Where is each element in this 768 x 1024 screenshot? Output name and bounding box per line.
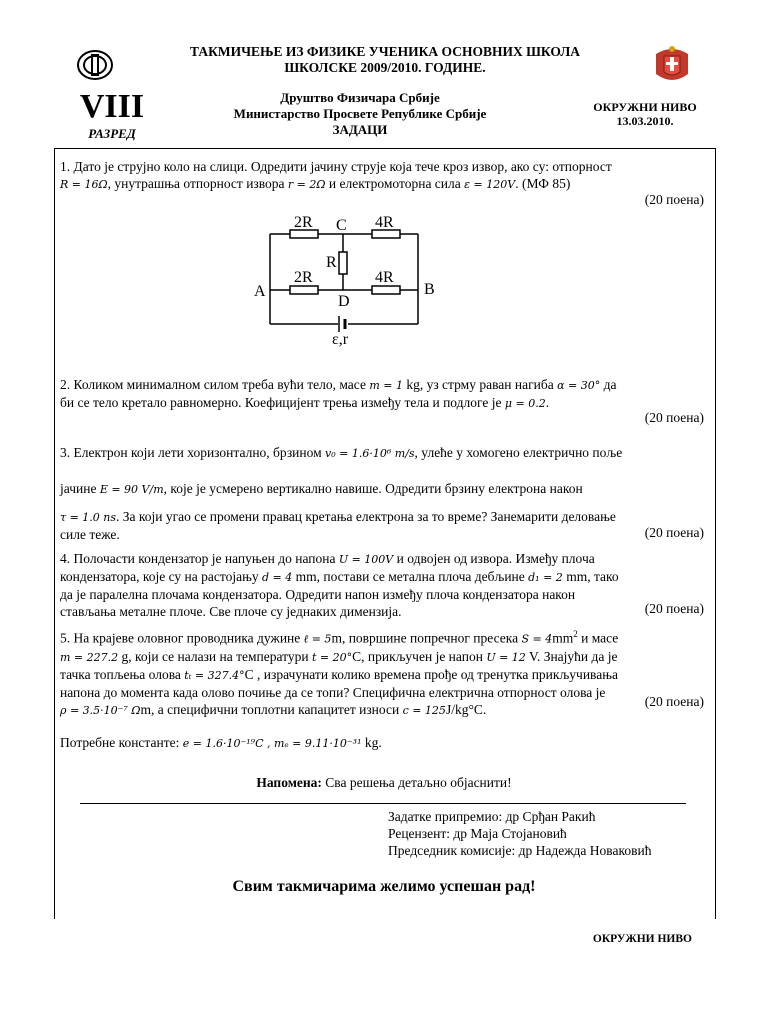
task-3 — [60, 444, 708, 462]
task-1-R: R = 16Ω — [60, 178, 108, 191]
task-5-text-a: 5. На крајеве оловног проводника дужине — [60, 630, 301, 646]
task-5-text-c: mm — [552, 630, 574, 646]
society-logo-icon — [76, 48, 114, 82]
grade-number: VIII — [79, 88, 145, 125]
task-2-text-b: kg, уз стрму раван нагиба — [406, 377, 554, 392]
task-3-tau: τ = 1.0 ns — [60, 511, 117, 524]
task-4-text-g: стављања металне плоче. Све плоче су једнаких димензија. — [60, 604, 402, 619]
resistor-label-top-left: 2R — [294, 214, 313, 231]
grade-label: РАЗРЕД — [88, 126, 136, 141]
task-4 — [60, 550, 708, 620]
task-1-text-b: , унутрашња отпорност извора — [107, 176, 285, 191]
task-5-text-e: g, који се налази на температури — [121, 648, 309, 664]
circuit-diagram — [250, 212, 450, 347]
resistor-label-bot-right: 4R — [375, 269, 394, 286]
task-5-U: U = 12 — [486, 650, 526, 664]
task-2-text-a: 2. Коликом минималном силом треба вући тело, масе — [60, 377, 366, 392]
task-3-points: (20 поена) — [644, 525, 704, 540]
task-3-text-d: , које је усмерено вертикално навише. Одредити брзину електрона након — [163, 481, 583, 496]
resistor-label-top-right: 4R — [375, 214, 394, 231]
task-5-rho: ρ = 3.5·10⁻⁷ Ω — [60, 703, 141, 717]
resistor-label-mid: R — [326, 254, 337, 271]
note-text: Сва решења детаљно објаснити! — [325, 775, 512, 790]
competition-title — [130, 44, 640, 76]
task-1-text-a: 1. Дато је струјно коло на слици. Одредити јачину струје која тече кроз извор, ако су: отпорност — [60, 159, 612, 174]
task-4-d1: d₁ = 2 — [528, 571, 563, 584]
task-5-t: t = 20° — [311, 650, 353, 664]
task-4-text-d: mm, постави се метална плоча дебљине — [295, 569, 525, 584]
node-d: D — [338, 293, 350, 310]
task-3-v0: v₀ = 1.6·10⁶ m/s — [325, 447, 415, 460]
task-4-text-a: 4. Полочасти кондензатор је напуњен до напона — [60, 551, 336, 566]
task-2: 2. Коликом минималном силом треба вући тело, масе m = 1 kg, уз стрму раван нагиба α = 30° да би се тело кретало равномерно. Коефицијент трења између тела и подлоге је μ = 0.2. — [60, 377, 617, 410]
competition-title-line2: ШКОЛСКЕ 2009/2010. ГОДИНЕ. — [284, 60, 486, 75]
level-info — [560, 100, 730, 128]
constants — [60, 734, 708, 752]
task-5-m: m = 227.2 — [60, 650, 119, 664]
task-4-d: d = 4 — [261, 571, 293, 584]
task-1-r: r = 2Ω — [287, 178, 326, 191]
task-1-points: (20 поена) — [644, 192, 704, 207]
task-1-text-c: и електромоторна сила — [328, 176, 461, 191]
closing-wish: Свим такмичарима желимо успешан рад! — [232, 878, 536, 895]
task-5-text-j: напона до момента када олово почиње да се топи? Специфична електрична отпорност олова је — [60, 684, 606, 700]
task-5-text-i: C , израчунати колико времена прође од тренутка прикључивања — [244, 666, 618, 682]
coat-of-arms-icon — [652, 44, 692, 86]
task-5-S: S = 4 — [521, 632, 553, 646]
task-5-text-g: V. Знајући да је — [528, 648, 618, 664]
task-5-points: (20 поена) — [644, 694, 704, 709]
task-4-text-b: и одвојен од извора. Између плоча — [396, 551, 595, 566]
task-1-emf: ε = 120V — [464, 178, 516, 191]
footer-level: ОКРУЖНИ НИВО — [592, 933, 692, 945]
signature-prepared: Задатке припремио: др Срђан Ракић — [388, 809, 596, 824]
task-1 — [60, 158, 708, 193]
task-2-alpha: α = 30° — [557, 379, 601, 392]
node-b: B — [424, 281, 435, 298]
competition-title-line1: ТАКМИЧЕЊЕ ИЗ ФИЗИКЕ УЧЕНИКА ОСНОВНИХ ШКОЛА — [189, 44, 581, 59]
task-4-text-e: mm, тако — [566, 569, 619, 584]
constants-label: Потребне константе: — [60, 735, 180, 750]
task-5-text-d: и масе — [581, 630, 619, 646]
task-3-cont2 — [60, 508, 708, 543]
task-5-text-f: C, прикључен је напон — [352, 648, 483, 664]
task-4-points: (20 поена) — [644, 601, 704, 616]
task-4-U: U = 100V — [338, 553, 394, 566]
organizer-ministry: Министарство Просвете Републике Србије — [233, 106, 487, 121]
exam-date: 13.03.2010. — [616, 114, 674, 128]
task-5: 5. На крајеве оловног проводника дужине ℓ = 5m, површине попречног пресека $S = 4mm^2$ и масе m = 227.2 g, који се налази на температури t = 20°C, прикључен је напон U = 12 V. Знајући да је тачка топљења олова tₜ = 327.4°C , израчунати колико времена прође од тренутка прикључивања напона до момента када олово почиње да се топи? Специфична електрична отпорност олова је ρ = 3.5·10⁻⁷ Ωm, а специфични топлотни капацитет износи c = 125J/kg°C. — [60, 629, 619, 717]
node-c: C — [336, 217, 347, 234]
task-3-cont — [60, 480, 708, 498]
task-2-text-c: да — [603, 377, 617, 392]
source-label: ε,r — [332, 331, 349, 347]
task-5-text-h: тачка топљења олова — [60, 666, 181, 682]
level-label: ОКРУЖНИ НИВО — [593, 100, 697, 114]
task-5-text-l: J/kg°C. — [445, 701, 487, 717]
task-3-text-f: силе теже. — [60, 527, 120, 542]
node-a: A — [254, 283, 266, 300]
task-3-text-b: , улеће у хомогено електрично поље — [414, 445, 623, 460]
task-2-m: m = 1 — [369, 379, 403, 392]
task-3-text-c: јачине — [60, 481, 97, 496]
section-title: ЗАДАЦИ — [332, 122, 388, 137]
signature-reviewer: Рецензент: др Маја Стојановић — [388, 826, 567, 841]
constants-unit: kg. — [364, 735, 382, 750]
note — [60, 774, 708, 791]
task-3-text-a: 3. Електрон који лети хоризонтално, брзином — [60, 445, 322, 460]
task-1-text-d: . (МФ 85) — [515, 176, 571, 191]
task-3-text-e: . За који угао се промени правац кретања електрона за то време? Занемарити деловање — [116, 509, 616, 524]
task-5-c: c = 125 — [402, 703, 446, 717]
task-3-E: E = 90 V/m — [99, 483, 164, 496]
task-2-text-d: би се тело кретало равномерно. Коефицијент трења између тела и подлоге је — [60, 395, 502, 410]
task-4-text-f: да је паралелна плочама кондензатора. Одредити напон између плоча кондензатора након — [60, 587, 576, 602]
resistor-label-bot-left: 2R — [294, 269, 313, 286]
note-label: Напомена: — [256, 775, 322, 790]
task-2-points: (20 поена) — [644, 410, 704, 425]
organizers — [195, 90, 525, 138]
task-5-l: ℓ = 5 — [303, 632, 332, 646]
organizer-society: Друштво Физичара Србије — [280, 90, 440, 105]
task-4-text-c: кондензатора, које су на растојању — [60, 569, 259, 584]
constants-values: e = 1.6·10⁻¹⁹C , mₑ = 9.11·10⁻³¹ — [182, 737, 362, 750]
signature-chair: Председник комисије: др Надежда Новаковић — [388, 843, 652, 858]
task-2-mu: μ = 0.2 — [504, 397, 546, 410]
task-5-tt: tₜ = 327.4° — [184, 668, 245, 682]
task-5-text-b: m, површине попречног пресека — [331, 630, 519, 646]
divider — [80, 803, 686, 804]
task-5-text-k: m, а специфични топлотни капацитет износи — [140, 701, 400, 717]
